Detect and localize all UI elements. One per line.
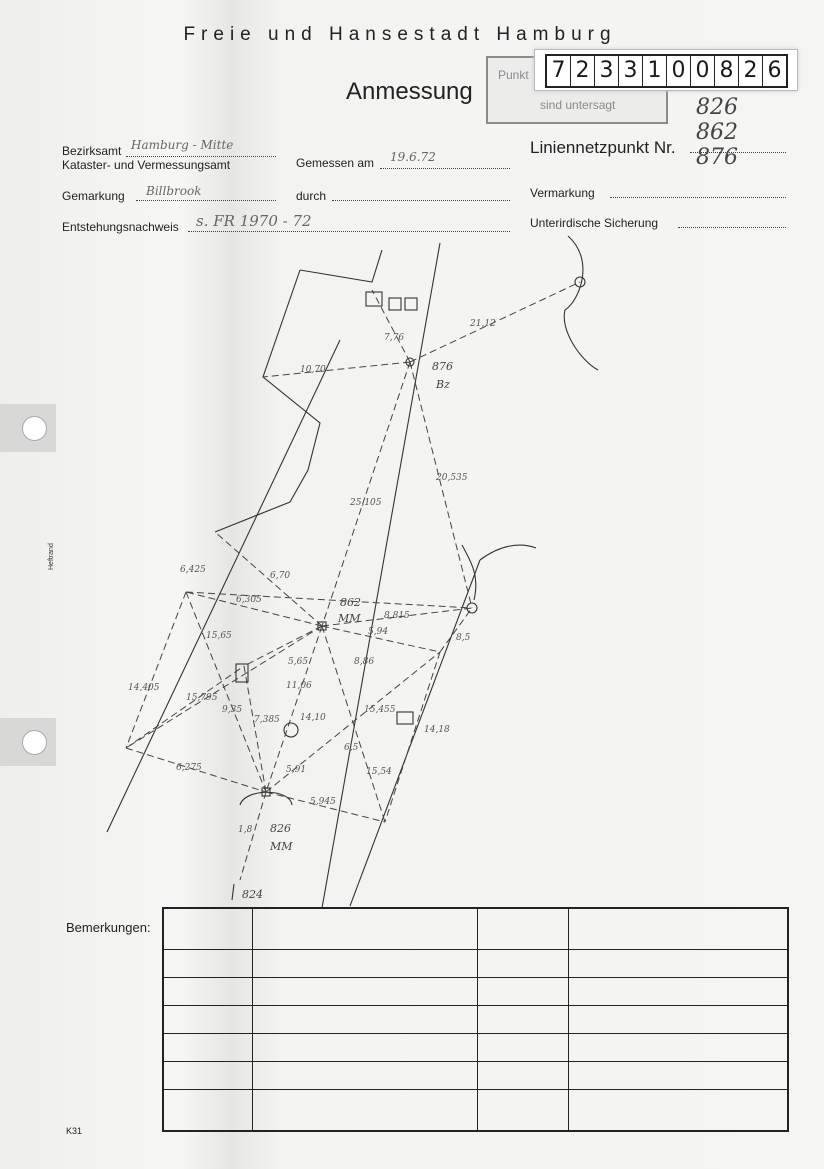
heftrand-label: Heftrand: [48, 543, 55, 570]
measurement-label: 11,06: [286, 681, 312, 691]
remarks-row: [163, 908, 788, 950]
remarks-cell[interactable]: [569, 978, 789, 1006]
durch-label: durch: [296, 189, 327, 203]
stamp-line-1: Punkt: [498, 68, 529, 82]
remarks-cell[interactable]: [569, 1089, 789, 1131]
remarks-cell[interactable]: [163, 1033, 253, 1061]
remarks-cell[interactable]: [163, 908, 253, 950]
measurement-label: 6,275: [176, 763, 202, 773]
remarks-cell[interactable]: [253, 978, 478, 1006]
remarks-cell[interactable]: [253, 1089, 478, 1131]
measurement-label: 15,65: [206, 631, 232, 641]
remarks-cell[interactable]: [253, 1061, 478, 1089]
id-digit: 2: [739, 56, 763, 86]
measurement-label: 15,795: [186, 693, 218, 703]
measurement-label: 5,94: [368, 627, 389, 637]
measurement-label: 14,405: [128, 683, 160, 693]
street-line-left: [107, 340, 340, 832]
liniennetz-value-1: 826: [696, 95, 738, 120]
id-digit: 3: [619, 56, 643, 86]
remarks-cell[interactable]: [478, 1061, 569, 1089]
remarks-row: [163, 950, 788, 978]
id-digit: 3: [595, 56, 619, 86]
measurement-label: 9,35: [222, 705, 243, 715]
measurement-label: 14,18: [424, 725, 450, 735]
vermarkung-label: Vermarkung: [530, 186, 595, 200]
arrow-824: [232, 884, 234, 900]
remarks-cell[interactable]: [478, 978, 569, 1006]
point-876-mark: Bz: [436, 378, 450, 391]
remarks-cell[interactable]: [163, 978, 253, 1006]
remarks-cell[interactable]: [478, 950, 569, 978]
unterirdisch-label: Unterirdische Sicherung: [530, 216, 659, 230]
remarks-cell[interactable]: [253, 1006, 478, 1034]
point-826-mark: MM: [270, 840, 293, 853]
street-line-east: [350, 560, 480, 906]
bezirksamt-value: Hamburg - Mitte: [131, 138, 234, 152]
measurement-label: 8,5: [456, 633, 471, 643]
remarks-row: [163, 1006, 788, 1034]
form-code: K31: [66, 1126, 83, 1136]
point-826-arc: [240, 792, 292, 805]
remarks-row: [163, 1089, 788, 1131]
measurement-label: 7,385: [254, 715, 280, 725]
boundary-curve: [564, 236, 598, 370]
measurement-label: 6,425: [180, 565, 206, 575]
remarks-cell[interactable]: [569, 1006, 789, 1034]
id-digit: 1: [643, 56, 667, 86]
form-title: Anmessung: [346, 78, 473, 105]
measurement-label: 15,455: [364, 705, 396, 715]
id-digit: 0: [691, 56, 715, 86]
id-digit: 0: [667, 56, 691, 86]
measurement-label: 6,70: [270, 571, 291, 581]
remarks-cell[interactable]: [478, 908, 569, 950]
measurement-label: 8,86: [354, 657, 375, 667]
point-876-number: 876: [432, 360, 453, 373]
measurement-label: 25,105: [350, 498, 382, 508]
authority-heading: Freie und Hansestadt Hamburg: [183, 24, 617, 45]
measurement-label: 5,945: [310, 797, 336, 807]
measurement-label: 1,8: [238, 825, 253, 835]
remarks-table: [162, 907, 789, 1132]
measurement-label: 8,815: [384, 611, 410, 621]
measurement-label: 10,70: [300, 365, 326, 375]
remarks-label: Bemerkungen:: [66, 920, 151, 935]
kataster-label: Kataster- und Vermessungsamt: [62, 158, 231, 172]
measurement-label: 21,12: [470, 319, 496, 329]
measurement-label: 5,65: [288, 657, 309, 667]
remarks-cell[interactable]: [569, 908, 789, 950]
remarks-cell[interactable]: [163, 1089, 253, 1131]
measurement-label: 15,54: [366, 767, 392, 777]
point-862-mark: MM: [338, 612, 361, 625]
remarks-cell[interactable]: [569, 1033, 789, 1061]
gemarkung-label: Gemarkung: [62, 189, 125, 203]
remarks-row: [163, 978, 788, 1006]
id-digit: 8: [715, 56, 739, 86]
id-digit: 6: [767, 58, 782, 83]
gemarkung-value: Billbrook: [146, 184, 202, 198]
remarks-row: [163, 1061, 788, 1089]
point-826-number: 826: [270, 822, 291, 835]
measurement-lines: [126, 282, 580, 880]
remarks-cell[interactable]: [163, 1061, 253, 1089]
remarks-row: [163, 1033, 788, 1061]
measurement-label: 5,91: [286, 765, 307, 775]
measurement-label: 7,76: [384, 333, 405, 343]
remarks-cell[interactable]: [253, 908, 478, 950]
remarks-cell[interactable]: [253, 1033, 478, 1061]
remarks-cell[interactable]: [569, 950, 789, 978]
building-outline: [215, 250, 382, 532]
remarks-cell[interactable]: [253, 950, 478, 978]
entstehung-label: Entstehungsnachweis: [62, 220, 179, 234]
gemessen-value: 19.6.72: [390, 150, 436, 164]
id-digit: 7: [547, 56, 571, 86]
objects: [236, 277, 585, 737]
id-digit: 2: [571, 56, 595, 86]
liniennetz-value-2: 862: [696, 120, 738, 145]
measurement-labels: [128, 319, 496, 835]
stamp-line-2: sind untersagt: [540, 98, 616, 112]
arrow-label-824: 824: [242, 888, 263, 901]
remarks-cell[interactable]: [478, 1089, 569, 1131]
remarks-cell[interactable]: [478, 1033, 569, 1061]
measurement-label: 6,5: [344, 743, 359, 753]
remarks-cell[interactable]: [478, 1006, 569, 1034]
liniennetz-label: Liniennetzpunkt Nr.: [530, 138, 676, 157]
measurement-label: 6,305: [236, 595, 262, 605]
remarks-cell[interactable]: [569, 1061, 789, 1089]
bezirksamt-label: Bezirksamt: [62, 144, 122, 158]
measurement-label: 20,535: [436, 473, 468, 483]
liniennetz-value-3: 876: [696, 145, 738, 170]
remarks-cell[interactable]: [163, 950, 253, 978]
gemessen-label: Gemessen am: [296, 156, 375, 170]
entstehung-value: s. FR 1970 - 72: [196, 212, 312, 230]
survey-point-862: [318, 596, 361, 630]
measurement-label: 14,10: [300, 713, 326, 723]
remarks-cell[interactable]: [163, 1006, 253, 1034]
point-862-number: 862: [340, 596, 361, 609]
tree-curve: [462, 545, 536, 600]
